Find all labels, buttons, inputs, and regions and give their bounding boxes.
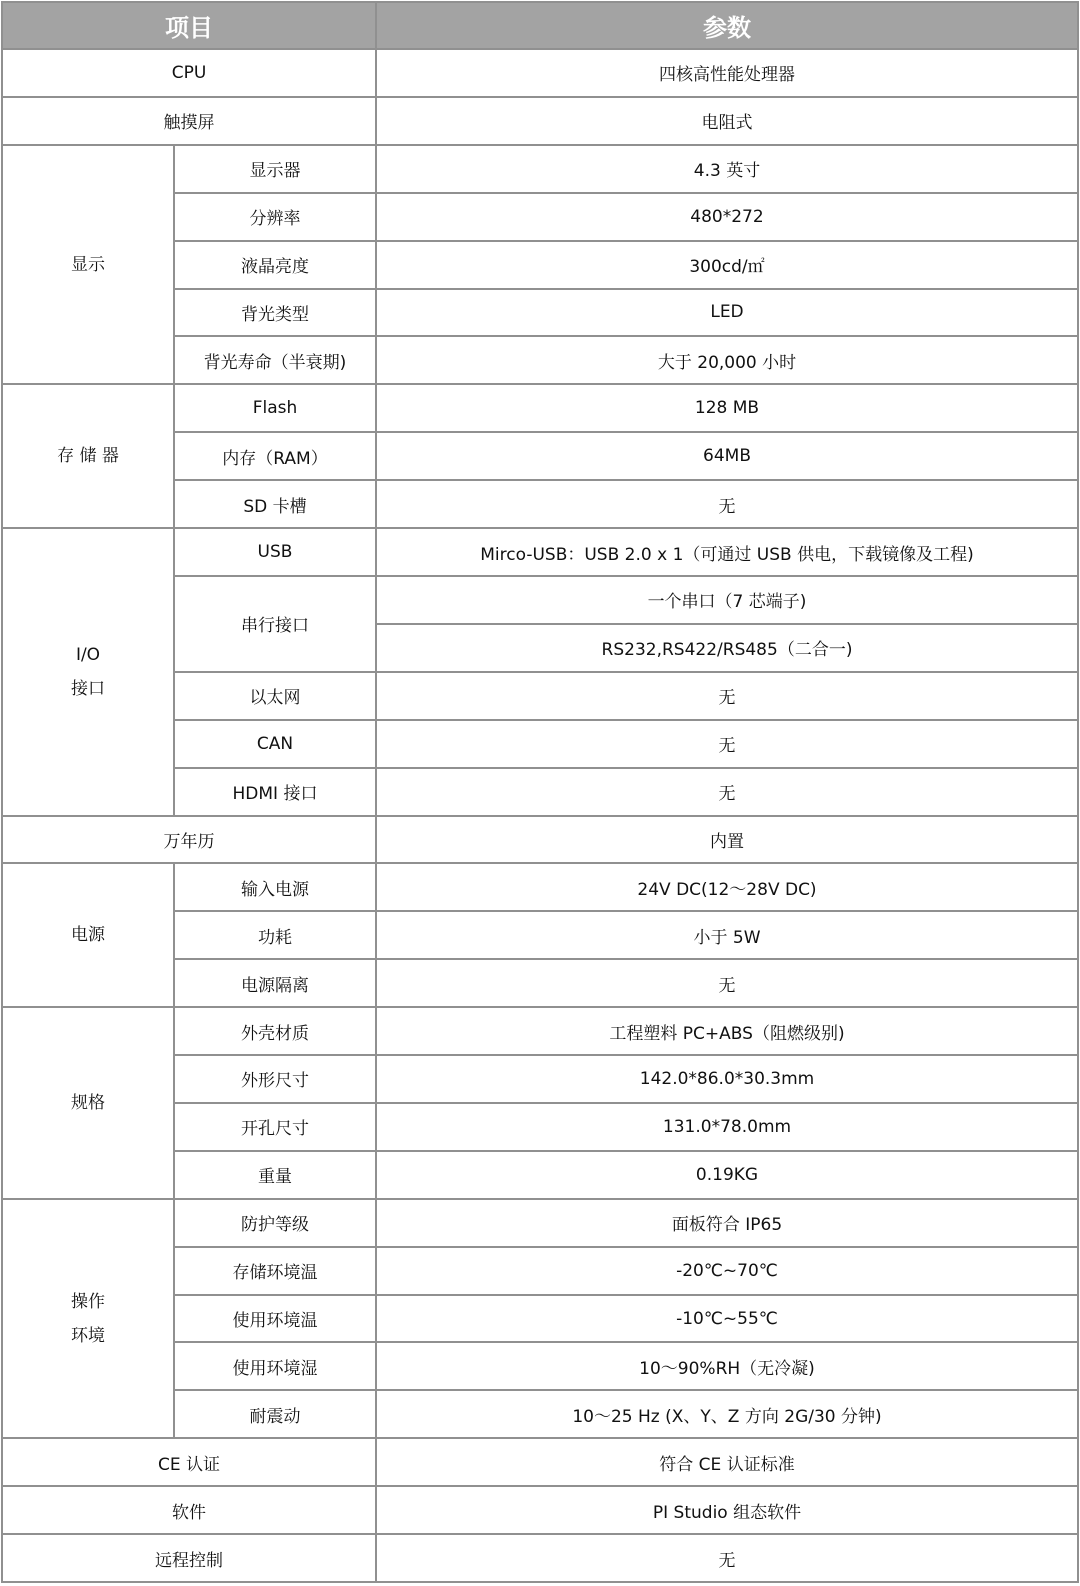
- row-label: 存储环境温: [174, 1247, 376, 1295]
- row-label: 背光类型: [174, 289, 376, 337]
- row-value: 符合 CE 认证标准: [376, 1438, 1078, 1486]
- row-value: Mirco-USB：USB 2.0 x 1（可通过 USB 供电，下载镜像及工程): [376, 528, 1078, 576]
- table-row: [2, 1007, 1078, 1055]
- row-label: HDMI 接口: [174, 768, 376, 816]
- group-label-io: [2, 528, 174, 815]
- row-label: 功耗: [174, 911, 376, 959]
- row-label: Flash: [174, 384, 376, 432]
- row-value: -20℃~70℃: [376, 1247, 1078, 1295]
- row-label: SD 卡槽: [174, 480, 376, 528]
- table-row: [2, 97, 1078, 145]
- row-value: 无: [376, 959, 1078, 1007]
- row-value: 内置: [376, 816, 1078, 864]
- row-label: 防护等级: [174, 1199, 376, 1247]
- row-value: 小于 5W: [376, 911, 1078, 959]
- row-label: 外壳材质: [174, 1007, 376, 1055]
- table-row: [2, 1486, 1078, 1534]
- row-value: 4.3 英寸: [376, 145, 1078, 193]
- table-row: [2, 384, 1078, 432]
- row-value: 300cd/㎡: [376, 241, 1078, 289]
- table-row: [2, 1438, 1078, 1486]
- row-label: 背光寿命（半衰期): [174, 336, 376, 384]
- row-value: 0.19KG: [376, 1151, 1078, 1199]
- row-value: 480*272: [376, 193, 1078, 241]
- header-param: 参数: [376, 2, 1078, 49]
- row-label: 耐震动: [174, 1390, 376, 1438]
- row-value: 64MB: [376, 432, 1078, 480]
- row-value: 一个串口（7 芯端子): [376, 576, 1078, 624]
- row-value: 128 MB: [376, 384, 1078, 432]
- row-label: 软件: [2, 1486, 376, 1534]
- row-label: 重量: [174, 1151, 376, 1199]
- row-value: LED: [376, 289, 1078, 337]
- row-value: 10～25 Hz (X、Y、Z 方向 2G/30 分钟): [376, 1390, 1078, 1438]
- row-value: 大于 20,000 小时: [376, 336, 1078, 384]
- row-label: CAN: [174, 720, 376, 768]
- table-row: [2, 528, 1078, 576]
- row-value: 面板符合 IP65: [376, 1199, 1078, 1247]
- row-label: 显示器: [174, 145, 376, 193]
- group-label-display: 显示: [2, 145, 174, 385]
- group-label-storage: 存 储 器: [2, 384, 174, 528]
- row-value: RS232,RS422/RS485（二合一): [376, 624, 1078, 672]
- row-label: 内存（RAM）: [174, 432, 376, 480]
- row-value: 131.0*78.0mm: [376, 1103, 1078, 1151]
- row-label: USB: [174, 528, 376, 576]
- row-value: 无: [376, 768, 1078, 816]
- row-label: 万年历: [2, 816, 376, 864]
- table-row: [2, 1534, 1078, 1582]
- group-label-line: 操作: [71, 1291, 105, 1312]
- row-label: 电源隔离: [174, 959, 376, 1007]
- row-value: 工程塑料 PC+ABS（阻燃级别): [376, 1007, 1078, 1055]
- row-value: 无: [376, 672, 1078, 720]
- row-label: 液晶亮度: [174, 241, 376, 289]
- table-row: [2, 1199, 1078, 1247]
- row-label: 使用环境湿: [174, 1342, 376, 1390]
- row-value: 四核高性能处理器: [376, 49, 1078, 97]
- row-value: 无: [376, 480, 1078, 528]
- row-label: 串行接口: [174, 576, 376, 672]
- row-label: 开孔尺寸: [174, 1103, 376, 1151]
- row-value: 10～90%RH（无冷凝): [376, 1342, 1078, 1390]
- group-label-line: 环境: [71, 1325, 105, 1346]
- row-value: 142.0*86.0*30.3mm: [376, 1055, 1078, 1103]
- header-item: 项目: [2, 2, 376, 49]
- row-value: -10℃~55℃: [376, 1295, 1078, 1343]
- table-row: [2, 863, 1078, 911]
- row-label: 以太网: [174, 672, 376, 720]
- row-label: CPU: [2, 49, 376, 97]
- table-row: [2, 145, 1078, 193]
- row-value: 电阻式: [376, 97, 1078, 145]
- table-row: [2, 816, 1078, 864]
- row-label: 使用环境温: [174, 1295, 376, 1343]
- group-label-spec: 规格: [2, 1007, 174, 1199]
- row-label: CE 认证: [2, 1438, 376, 1486]
- row-label: 外形尺寸: [174, 1055, 376, 1103]
- row-label: 触摸屏: [2, 97, 376, 145]
- spec-table: [1, 1, 1079, 1583]
- group-label-line: I/O: [75, 644, 101, 665]
- row-label: 远程控制: [2, 1534, 376, 1582]
- group-label-line: 接口: [71, 678, 105, 699]
- row-label: 分辨率: [174, 193, 376, 241]
- table-row: [2, 49, 1078, 97]
- row-value: 24V DC(12～28V DC): [376, 863, 1078, 911]
- group-label-power: 电源: [2, 863, 174, 1007]
- row-value: 无: [376, 720, 1078, 768]
- row-value: PI Studio 组态软件: [376, 1486, 1078, 1534]
- row-value: 无: [376, 1534, 1078, 1582]
- row-label: 输入电源: [174, 863, 376, 911]
- group-label-env: [2, 1199, 174, 1439]
- header-row: [2, 2, 1078, 49]
